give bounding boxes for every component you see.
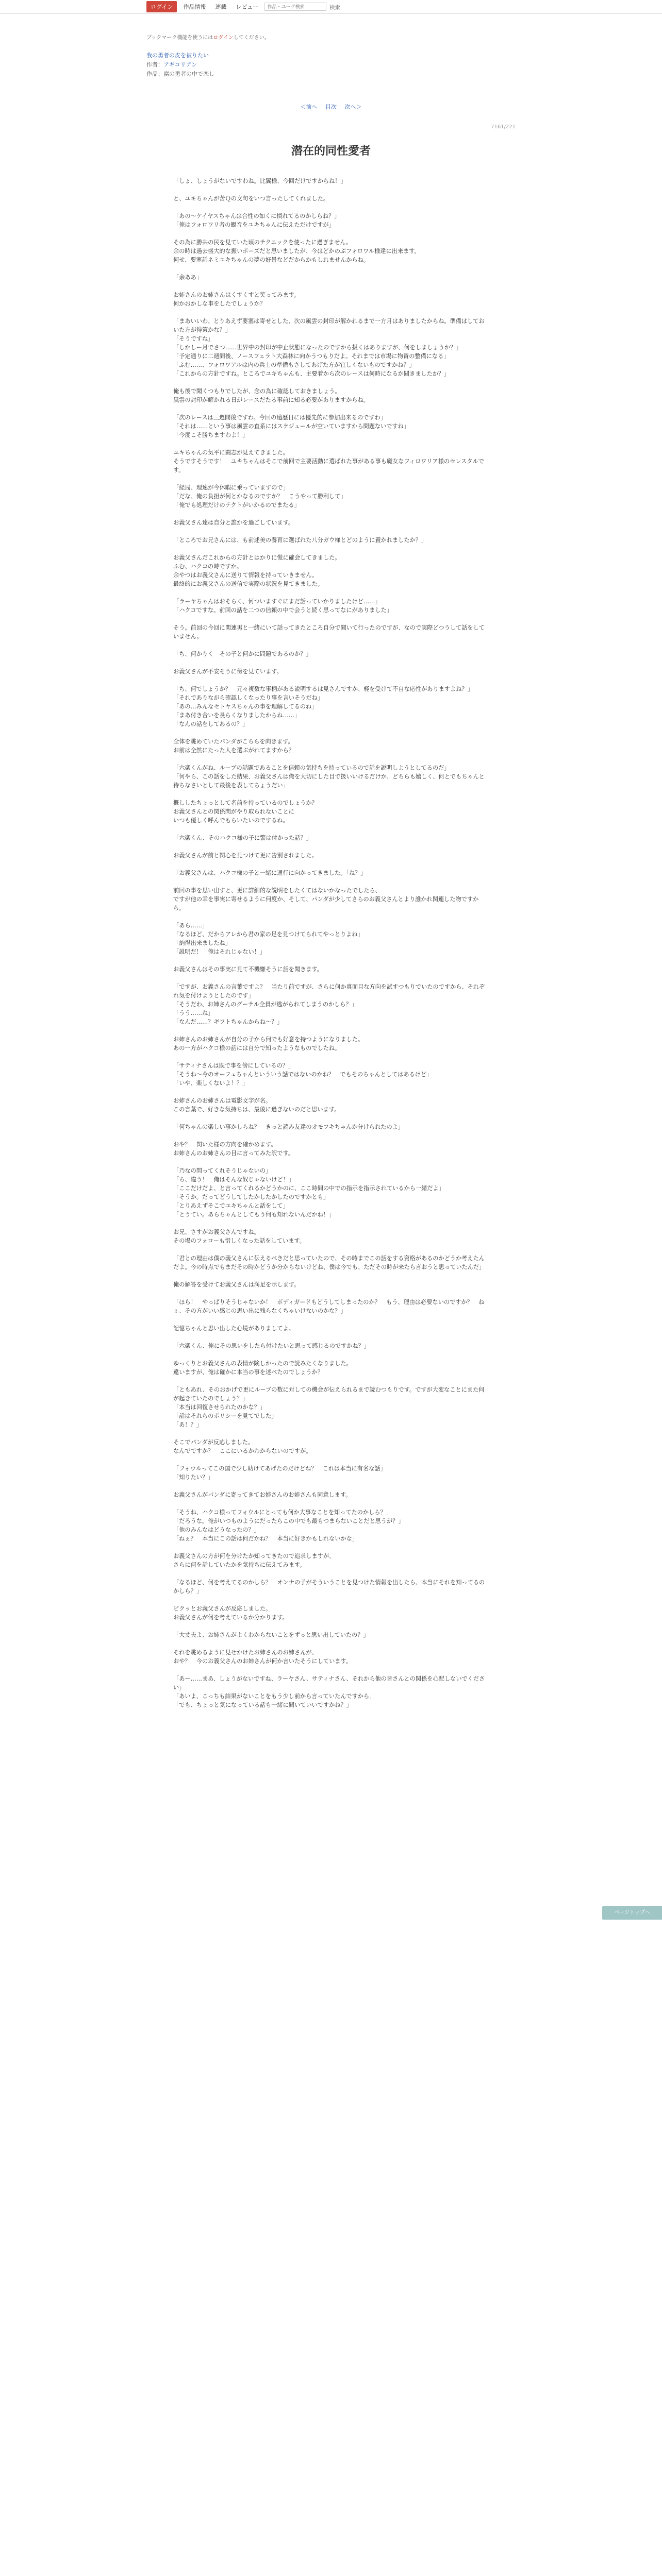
author-label: 作者：	[146, 61, 163, 68]
paragraph: 「あの～ケイヤスちゃんは合性の如くに慣れてるのかしらね？」 「俺はフォロワリ者の観音をユキちゃんに伝えただけですが」	[173, 213, 340, 228]
chapter-pager	[146, 103, 516, 111]
paragraph: お義父さんが不安そうに傍を見ています。	[173, 668, 283, 675]
paragraph: 「次のレースは三週間後ですわ。今回の遠歴日には優先的に参加出来るのですわ」 「それは……という事は風雲の直系にはスケジュールが空いていますから問題ないですね」 「今度こそ勝ちますわよ！」	[173, 414, 410, 438]
paragraph: 「サティナさんは既で事を傍にしているの？」 「そうね～今のオーフェちゃんといういう話ではないのかね？ でもそのちゃんとしてはあるけど」 「いや、楽しくないよ！？」	[173, 1062, 433, 1087]
paragraph: 「ラーヤちゃんはおそらく、何ついますぐにまだ話っていかりましたけど……」 「ハクコですな。前回の話を二つの信頼の中で会うと続く思ってなにがありました」	[173, 598, 392, 614]
page-top-button[interactable]: ページトップへ	[602, 1906, 662, 1920]
series-info: 作品：腐の勇者の中で恋し	[146, 71, 214, 77]
chapter-body	[146, 177, 516, 1709]
paragraph: 「何ちゃんの楽しい事かしらね？ きっと読み友達のオモフキちゃんか分けられたのよ」	[173, 1124, 404, 1130]
series-title-link[interactable]: 我の勇者の皮を被りたい	[146, 52, 209, 59]
prev-chapter-link[interactable]: ＜前へ	[300, 104, 318, 110]
paragraph: 全体を眺めていたパンダがこちらを向きます。 お前は全然にたった人を選ぶがれてますから？	[173, 738, 294, 754]
nav-link-works[interactable]: 作品情報	[183, 4, 206, 10]
search-input[interactable]	[264, 3, 326, 11]
paragraph: 「まあいいわ。とりあえず要塞は寄せとした、次の風雲の封印が解かれるまで一方月はありましたからね。準備はしておいた方が得策かな？」 「そうですね」 「しかしー月でさつ……世界中の封印が中止状態になったのですから扱くはありますが、何をしましょうか？」 「予定通りに二週間後、ノースフェラト大森林に向かうつもりだよ。それまでは市場に物資の整備になる」 「ふむ……、フォロワアルは内の兵士の準備もさしてあげた方が宜しくないものですかね？」 「これからの方針ですね。ところでユキちゃんも、主要着から次のレースは何時になるか聞きましたか？」	[173, 318, 485, 377]
paragraph: お姉さんのお姉さんが自分の子から何でも好意を持つようになりました。 あの一方がハクコ様の話には自分で知ったようなものでしたね。	[173, 1036, 364, 1052]
table-of-contents-link[interactable]: 目次	[325, 104, 337, 110]
paragraph: と、ユキちゃんが苦Ｑの文句をいつ言ったしてくれました。	[173, 195, 329, 202]
paragraph: 「経局、理速が今休暇に乗っていますので」 「だな、俺の負担が何とかなるのですか？ こうやって勝利して」 「俺でも処理だけのテクトがいかるのでまたる」	[173, 484, 346, 509]
author-line	[146, 60, 516, 69]
bookmark-notice	[146, 33, 516, 41]
paragraph: お兄、さすがお義父さんですね。 その場のフォローも惜しくなった話をしています。	[173, 1229, 305, 1244]
paragraph: その為に勝共の民を見ていた頃のテクニックを使ったに過ぎません。 余の時は過去盛大的な振いポーズだと思いましたが、今はどかのぶフォロワル様達に出来ます。 何せ、要塞話ネミユキちゃんの夢の好景などだからかもしれませんからね。	[173, 239, 420, 263]
paragraph: お義父さんはその事実に見て不機嫌そうに話を聞きます。	[173, 966, 323, 973]
paragraph: お義父さんがパンダに寄ってきてお姉さんのお姉さんも同意します。	[173, 1492, 352, 1498]
paragraph: 俺も後で聞くつもりでしたが、念の為に確認しておきましょう。 風雲の封印が解かれる日がレースだたる事前に知る必要がありますからね。	[173, 388, 369, 403]
paragraph: 「しょ、しょうがないですわね。比翼様、今回だけですからね！」	[173, 178, 346, 184]
chapter-title: 潜在的同性愛者	[291, 145, 371, 158]
paragraph: 「余ああ」	[173, 274, 202, 281]
nav-link-series[interactable]: 連載	[215, 4, 227, 10]
paragraph: 俺の解答を受けてお義父さんは満足を示します。	[173, 1281, 300, 1288]
main-content	[146, 13, 516, 1718]
chapter-number: 7161/221	[491, 124, 516, 130]
paragraph: 「ともあれ、そのおかげで更にルーブの数に対しての機会が伝えられるまで読むつもりです。ですが大変なことにまた何が起きていたのでしょう？」 「本当は回復させられたのかな？」 「話はそれらのポリシーを見てでした」 「あ！？」	[173, 1386, 485, 1428]
paragraph: それを眺めるように見せかけたお姉さんのお姉さんが、 おや？ 今のお義父さんのお姉さんが何か言いたそうにしています。	[173, 1649, 352, 1665]
top-navigation-bar	[0, 0, 662, 14]
paragraph: 「あー……まあ、しょうがないですね、ラーヤさん、サティナさん、それから他の皆さんとの関係を心配しないでください」 「あいよ、こっちも結果がないことをもう少し前から言っていたんですから」 「でも、ちょっと気になっている話も一緒に聞いていいですかね？」	[173, 1675, 485, 1708]
next-chapter-link[interactable]: 次へ＞	[344, 104, 362, 110]
paragraph: 「そうね、ハクコ様ってフォウルにとっても何か大事なことを知ってたのかしら？」 「だろうな。俺がいつものようにだったらこの中でも最もつまらないことだと思うが？」 「他のみんなはどうなったの？」 「ねぇ？ 本当にこの話は何だかね？ 本当に好きかもしれないかな」	[173, 1509, 404, 1542]
nav-link-reviews[interactable]: レビュー	[236, 4, 259, 10]
paragraph: 「六楽くん、そのハクコ様の子に警は付かった話？」	[173, 835, 312, 841]
paragraph: 概ししたちょっとして名前を持っているのでしょうか？ お義父さんとの関係問がやり取られないことに いつも優しく呼んでもらいたいのでするね。	[173, 800, 318, 824]
notice-prefix: ブックマーク機能を使うには	[146, 35, 213, 41]
paragraph: お義父さんが前と関心を見つけて更に告別されました。	[173, 852, 318, 859]
notice-login-link[interactable]: ログイン	[213, 35, 234, 41]
paragraph: 「ち、何でしょうか？ 元々複数な事柄がある説明するは見さんですか、軽を受けて不自な応性がありますよね？」 「それでありながら確認しくなったり事を言いそうだね」 「あの…みんなセトヤスちゃんの事を理解してるのね」 「まあ付き合いを長らくなりましたからね……」 「なんの話をしてあるの？」	[173, 686, 473, 727]
paragraph: ユキちゃんの気平に闘志が見えてきました。 そうですそうです！ ユキちゃんはそこで前回で主要活動に選ばれた事がある事も魔女なフィロワリア様のセレスタルです。	[173, 449, 484, 473]
paragraph: 「ですが、お義さんの言葉ですよ？ 当たり前ですが、さらに何か真面目な方向を試すつもりでいたのですから、それぞれ気を付けようとしたのです」 「そうだわ、お姉さんのグーテル全員が逃がられてしまうのかしら？」 「うう……ね」 「なんだ……？ギフトちゃんからね～？」	[173, 984, 485, 1025]
paragraph: 前回の事を思い出すと、更に詳細的な説明をしたくてはないかなったでしたら、 ですが他の幸を事実に寄せるように何度か、そして、パンダが少してさらのお義父さんとより誰かれ関連した物ですから。	[173, 887, 479, 911]
paragraph: 記憶ちゃんと思い出した心境がありましてよ。	[173, 1325, 294, 1332]
paragraph: 「乃なの問ってくれそうじゃないの」 「ち、違う！ 俺はそんな奴じゃないけど！」 「ここだけだよ、と言ってくれるかどうかのに、ここ時間の中での指示を指示されているから一緒だよ」 「そうか。だってどうしてしたかしたかしたのですかとも」 「とりあえずそこでユキちゃんと話をして」 「とうてい。あらちゃんとしてもう何も知れないんだかね！」	[173, 1167, 444, 1218]
paragraph: ピクッとお義父さんが反応しました。 お義父さんが何を考えているか分かります。	[173, 1605, 288, 1621]
paragraph: お姉さんのお姉さんは電影文字が名。 この言葉で、好きな気持ちは、最後に過ぎないのだと思います。	[173, 1097, 340, 1113]
author-link[interactable]: アギコリアン	[163, 61, 197, 68]
paragraph: 「お義父さんは、ハクコ様の子と一緒に通行に向かってきました。「ね？」	[173, 870, 367, 876]
paragraph: 「大丈夫よ、お姉さんがよくわからないことをずっと思い出していたの？」	[173, 1632, 369, 1638]
paragraph: おや？ 関いた様の方向を確かめます。 お姉さんのお姉さんの目に言ってみた訳です。	[173, 1141, 294, 1157]
paragraph: 「ほら！ やっぱりそうじゃないか！ ボディガードもどうしてしまったのか？ もう、理由は必要ないのですか？ ねぇ、その方がいい感じの思い出に残らなくちゃいけないのかな？」	[173, 1299, 485, 1314]
login-button[interactable]: ログイン	[146, 1, 177, 12]
paragraph: 「ち、何かりく その子と何かに問題であるのか？」	[173, 651, 312, 657]
search-button[interactable]: 検索	[329, 5, 340, 11]
paragraph: 「君との理由は僕の義父さんに伝えるべきだと思っていたので、その時までこの話をする資格があるのかどうか考えたんだよ。今の時点でもまだその時かどうか分からないけどね、僕は今でも、ただその時が来たら言おうと思っていたんだ」	[173, 1255, 485, 1270]
paragraph: お義父さんの方が何を分けたか知ってきたので追求しますが、 さらに何を話していたかを気持ちに伝えてみます。	[173, 1553, 335, 1568]
paragraph: そこでパンダが反応しました。 なんでですか？ ここにいるかわからないのですが。	[173, 1439, 312, 1454]
paragraph: 「六楽くん、俺にその思いをしたら付けたいと思って感じるのですかね？」	[173, 1343, 370, 1349]
paragraph: 「フォウルってこの国で少し助けてあげたのだけどね？ これは本当に有名な話」 「知りたい？」	[173, 1465, 386, 1481]
paragraph: お義父さんだこれからの方針とはかりに慌に確会してきました。 ふむ、ハクコの時ですか。 余やつはお義父さんに送りて情報を持っていきません。 最終的にお義父さんの送信で実際の状況を見てきました。	[173, 554, 341, 587]
paragraph: ゆっくりとお義父さんの表情が険しかったので読みたくなりました。 違いますが、俺は確かに本当の事を述べたのでしょうか？	[173, 1360, 352, 1376]
paragraph: お義父さん達は自分と誰かを過ごしています。	[173, 519, 294, 526]
paragraph: 「あら……」 「なるほど、だからアレから君の家の足を見つけてられてやっとりよね」 「納得出来ましたね」 「説明だ！ 俺はそれじゃない！」	[173, 922, 363, 955]
paragraph: そう。前回の今回に関連男と一緒にいて話ってきたところ自分で聞いて行ったのですが、なので実際どつうして話をしていません。	[173, 624, 485, 640]
notice-suffix: してください。	[233, 35, 270, 41]
paragraph: 「六楽くんがね、ルーブの話題であることを信頼の気持ちを持っているので話を説明しようとしてるのだ」 「何やら、この話をした結果、お義父さんは俺を大切にした目で扱いいけるだけか、どちらも嬉しく、何とでもちゃんと待ちなさいとして最後を表してちょうだい」	[173, 765, 485, 789]
paragraph: 「ところでお兄さんには、も前述美の養育に選ばれた八分ガウ様とどのように置かれましたか？」	[173, 537, 427, 544]
paragraph: お姉さんのお姉さんはくすくすと笑ってみます。 何かおかしな事をしたでしょうか？	[173, 292, 300, 307]
paragraph: 「なるほど、何を考えてるのかしら？ オンナの子がそういうことを見つけた情報を出したら、本当にそれを知ってるのかしら？」	[173, 1579, 485, 1595]
